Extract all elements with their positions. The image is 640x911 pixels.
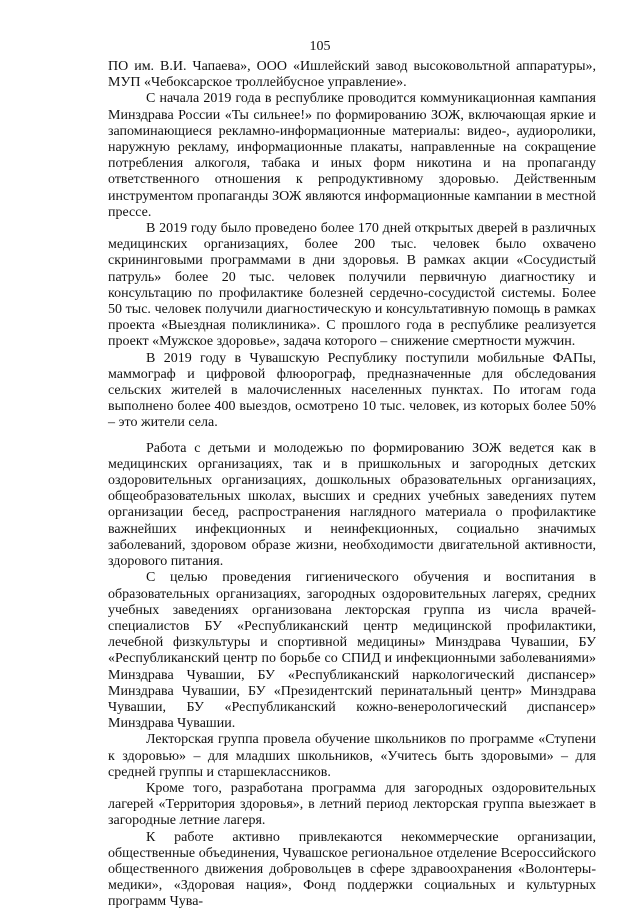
- paragraph-lecture-group: С целью проведения гигиенического обучения и воспитания в образовательных организациях, загородных оздоровительных лагерях, средних учебных заведениях организована лекторская группа из числа врачей-специалистов БУ «Республиканский центр медицинской профилактики, лечебной физкультуры и спортивной медицины» Минздрава Чувашии, БУ «Республиканский центр по борьбе со СПИД и инфекционными заболеваниями» Минздрава Чувашии, БУ «Республиканский наркологический диспансер» Минздрава Чувашии, БУ «Президентский перинатальный центр» Минздрава Чувашии, БУ «Республиканский кожно-венерологический диспансер» Минздрава Чувашии.: [108, 570, 596, 732]
- paragraph-mobile-faps: В 2019 году в Чувашскую Республику поступили мобильные ФАПы, маммограф и цифровой флюорограф, предназначенные для обследования сельских жителей в малочисленных населенных пунктах. По итогам года выполнено более 400 выездов, осмотрено 10 тыс. человек, из которых более 50% – это жители села.: [108, 350, 596, 431]
- paragraph-youth-work: Работа с детьми и молодежью по формированию ЗОЖ ведется как в медицинских организациях, так и в пришкольных и загородных детских оздоровительных организациях, дошкольных образовательных организациях, общеобразовательных школах, высших и средних учебных заведениях путем организации бесед, распространения наглядного материала о профилактике важнейших инфекционных и неинфекционных, социально значимых заболеваний, здоровом образе жизни, необходимости двигательной активности, здорового питания.: [108, 440, 596, 570]
- paragraph-nonprofits: К работе активно привлекаются некоммерческие организации, общественные объединения, Чувашское региональное отделение Всероссийского общественного движения добровольцев в сфере здравоохранения «Волонтеры-медики», «Здоровая нация», Фонд поддержки социальных и культурных программ Чува-: [108, 829, 596, 910]
- paragraph-open-days: В 2019 году было проведено более 170 дней открытых дверей в различных медицинских организациях, более 200 тыс. человек было охвачено скрининговыми программами в дни здоровья. В рамках акции «Сосудистый патруль» более 20 тыс. человек получили первичную диагностику и консультацию по профилактике болезней сердечно-сосудистой системы. Более 50 тыс. человек получили диагностическую и консультативную помощь в рамках проекта «Выездная поликлиника». С прошлого года в республике реализуется проект «Мужское здоровье», задача которого – снижение смертности мужчин.: [108, 221, 596, 350]
- paragraph-campaign: С начала 2019 года в республике проводится коммуникационная кампания Минздрава России «Ты сильнее!» по формированию ЗОЖ, включающая яркие и запоминающиеся рекламно-информационные материалы: видео-, аудиоролики, наружную рекламу, информационные плакаты, направленные на сокращение потребления алкоголя, табака и иных форм никотина и на пропаганду ответственного отношения к репродуктивному здоровью. Действенным инструментом пропаганды ЗОЖ являются информационные кампании в местной прессе.: [108, 91, 596, 220]
- paragraph-continuation: ПО им. В.И. Чапаева», ООО «Ишлейский завод высоковольтной аппаратуры», МУП «Чебоксарское троллейбусное управление».: [108, 59, 596, 91]
- paragraph-camp-program: Кроме того, разработана программа для загородных оздоровительных лагерей «Территория здоровья», в летний период лекторская группа выезжает в загородные летние лагеря.: [108, 780, 596, 829]
- paragraph-school-training: Лекторская группа провела обучение школьников по программе «Ступени к здоровью» – для младших школьников, «Учитесь быть здоровыми» – для средней группы и старшеклассников.: [108, 732, 596, 780]
- page-number: 105: [309, 39, 331, 54]
- document-body: [108, 59, 596, 911]
